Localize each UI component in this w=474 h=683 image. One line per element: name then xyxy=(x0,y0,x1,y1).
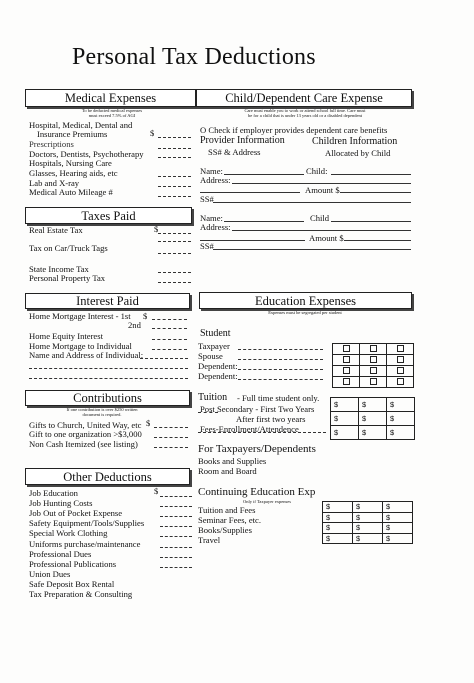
checkbox-icon[interactable] xyxy=(343,356,350,363)
taxpayers-dependents-header: For Taxpayers/Dependents xyxy=(198,443,316,455)
student-row-label: Taxpayer xyxy=(198,341,230,351)
other-deduction-item: Job Out of Pocket Expense xyxy=(29,508,123,519)
checkbox-icon[interactable] xyxy=(397,345,404,352)
checkbox-icon[interactable] xyxy=(343,378,350,385)
contributions-gift-org: Gift to one organization >$3,000 xyxy=(29,429,142,439)
taxes-paid-header xyxy=(25,207,192,224)
doctors-amount-field[interactable] xyxy=(158,157,191,158)
tuition-amount-cell[interactable]: $ xyxy=(359,398,387,412)
taxes-paid-title: Taxes Paid xyxy=(81,209,136,223)
student-checkbox-cell[interactable] xyxy=(333,366,360,377)
checkbox-icon[interactable] xyxy=(370,367,377,374)
student-checkbox-cell[interactable] xyxy=(387,377,414,388)
individual-amount-field[interactable] xyxy=(152,349,187,350)
page-title: Personal Tax Deductions xyxy=(72,44,316,70)
interest-dollar: $ xyxy=(143,311,148,321)
child-care-note-1: Care must enable you to work or attend school full time. Care must xyxy=(244,108,366,113)
continuing-amount-cell[interactable]: $ xyxy=(353,533,383,544)
ssn-address: SS# & Address xyxy=(208,147,261,157)
state-tax-amount-field[interactable] xyxy=(158,272,191,273)
provider-address-label: Address: xyxy=(200,175,231,185)
taxes-extra-field[interactable] xyxy=(158,241,191,242)
interest-second: 2nd xyxy=(128,320,141,330)
student-checkbox-cell[interactable] xyxy=(360,355,387,366)
continuing-amount-cell[interactable]: $ xyxy=(323,502,353,513)
tuition-amount-cell[interactable]: $ xyxy=(331,412,359,426)
tuition-amount-cell[interactable]: $ xyxy=(359,426,387,440)
medical-hospitals: Hospitals, Nursing Care xyxy=(29,158,112,168)
provider-name-label: Name: xyxy=(200,166,223,176)
other-deduction-amount-field[interactable] xyxy=(160,516,192,517)
other-deduction-item: Professional Publications xyxy=(29,558,117,569)
individual-name-field[interactable] xyxy=(140,358,188,359)
other-deduction-amount-field[interactable] xyxy=(160,506,192,507)
medical-dollar: $ xyxy=(150,128,155,138)
provider-2-address-field[interactable] xyxy=(232,230,411,231)
student-row-label: Dependent: xyxy=(198,361,238,371)
medical-note-1: To be deducted medical expenses xyxy=(81,108,143,113)
student-checkbox-cell[interactable] xyxy=(333,344,360,355)
child-care-header xyxy=(196,89,412,107)
student-checkbox-cell[interactable] xyxy=(387,355,414,366)
room-board-label: Room and Board xyxy=(198,466,257,476)
fees-enrollment-label: Fees-Enrollment/Attendence xyxy=(200,424,299,434)
tuition-amount-cell[interactable]: $ xyxy=(359,412,387,426)
continuing-note: Only if Taxpayer expenses xyxy=(243,499,291,504)
premiums-amount-field[interactable] xyxy=(158,137,191,138)
glasses-amount-field[interactable] xyxy=(158,176,191,177)
interest-paid-title: Interest Paid xyxy=(76,294,139,308)
mortgage-1st-amount-field[interactable] xyxy=(152,319,187,320)
children-information: Children Information xyxy=(312,136,398,147)
continuing-amount-cell[interactable]: $ xyxy=(383,533,413,544)
child-name-field[interactable] xyxy=(331,174,411,175)
student-checkbox-grid xyxy=(332,343,414,388)
individual-address-line-2[interactable] xyxy=(29,378,188,379)
tuition-amount-grid xyxy=(330,397,415,440)
child-2-name-field[interactable] xyxy=(331,221,411,222)
books-supplies-label: Books and Supplies xyxy=(198,456,267,466)
medical-mileage: Medical Auto Mileage # xyxy=(29,187,113,197)
tuition-note: - Full time student only. xyxy=(237,393,320,403)
prescriptions-amount-field[interactable] xyxy=(158,148,191,149)
continuing-amount-cell[interactable]: $ xyxy=(323,533,353,544)
other-deductions-title: Other Deductions xyxy=(63,470,152,484)
mileage-amount-field[interactable] xyxy=(158,196,191,197)
student-row-label: Spouse xyxy=(198,351,223,361)
continuing-amount-cell[interactable]: $ xyxy=(383,523,413,534)
contributions-note-2: document is required. xyxy=(82,412,122,417)
other-deduction-item: Safe Deposit Box Rental xyxy=(29,578,115,589)
tuition-amount-cell[interactable]: $ xyxy=(387,412,415,426)
provider-name-field[interactable] xyxy=(224,174,304,175)
amount-label: Amount $ xyxy=(305,185,340,195)
contributions-note-1: If one contribution is over $250 written xyxy=(66,407,138,412)
medical-expenses-header xyxy=(25,89,196,107)
education-expenses-title: Education Expenses xyxy=(254,294,356,308)
contributions-header xyxy=(25,390,190,406)
ssn-2-label: SS# xyxy=(200,241,214,251)
interest-paid-header xyxy=(25,293,190,309)
other-deduction-item: Uniforms purchase/maintenance xyxy=(29,538,141,549)
provider-2-name-field[interactable] xyxy=(224,221,304,222)
student-row-label: Dependent: xyxy=(198,371,238,381)
other-deduction-amount-field[interactable] xyxy=(160,567,192,568)
gift-org-amount-field[interactable] xyxy=(154,437,188,438)
student-checkbox-cell[interactable] xyxy=(333,355,360,366)
continuing-amount-grid xyxy=(322,501,413,544)
provider-address-field[interactable] xyxy=(232,183,411,184)
provider-address-line-2[interactable] xyxy=(200,192,300,193)
other-deductions-header xyxy=(25,468,190,485)
continuing-item: Books/Supplies xyxy=(198,525,252,535)
contributions-noncash: Non Cash Itemized (see listing) xyxy=(29,439,138,449)
taxes-state: State Income Tax xyxy=(29,264,89,274)
interest-to-individual: Home Mortgage to Individual xyxy=(29,341,132,351)
provider-2-address-label: Address: xyxy=(200,222,231,232)
checkbox-icon[interactable] xyxy=(343,345,350,352)
car-tags-amount-field[interactable] xyxy=(158,253,191,254)
other-dollar: $ xyxy=(154,486,159,496)
post-secondary-field[interactable] xyxy=(198,412,218,413)
child-2-label: Child xyxy=(310,213,330,223)
after-two-years-label: After first two years xyxy=(236,414,306,424)
other-deduction-amount-field[interactable] xyxy=(160,526,192,527)
ssn-2-field[interactable] xyxy=(213,249,411,250)
interest-mortgage: Home Mortgage Interest - 1st xyxy=(29,311,131,321)
other-deduction-item: Union Dues xyxy=(29,568,71,579)
student-checkbox-cell[interactable] xyxy=(360,377,387,388)
amount-2-field[interactable] xyxy=(344,240,411,241)
tuition-amount-cell[interactable]: $ xyxy=(331,426,359,440)
continuing-education-header: Continuing Education Exp xyxy=(198,486,316,498)
contributions-gifts: Gifts to Church, United Way, etc xyxy=(29,420,142,430)
medical-note-2: must exceed 7.5% of AGI xyxy=(88,113,136,118)
interest-name-address: Name and Address of Individual: xyxy=(29,350,144,360)
tuition-label: Tuition xyxy=(198,392,228,403)
checkbox-icon[interactable] xyxy=(370,378,377,385)
medical-prescriptions: Prescriptions xyxy=(29,139,74,149)
other-deduction-item: Tax Preparation & Consulting xyxy=(29,589,133,599)
mortgage-2nd-amount-field[interactable] xyxy=(152,328,187,329)
provider-2-address-line-2[interactable] xyxy=(200,240,305,241)
continuing-item: Travel xyxy=(198,535,221,545)
amount-field[interactable] xyxy=(340,192,411,193)
student-checkbox-cell[interactable] xyxy=(360,344,387,355)
allocated-by-child: Allocated by Child xyxy=(325,148,391,158)
continuing-amount-cell[interactable]: $ xyxy=(383,512,413,523)
medical-doctors: Doctors, Dentists, Psychotherapy xyxy=(29,149,144,159)
post-secondary-label: Post Secondary - First Two Years xyxy=(200,404,315,414)
taxes-dollar: $ xyxy=(154,224,159,234)
continuing-item: Tuition and Fees xyxy=(198,505,256,515)
taxes-personal: Personal Property Tax xyxy=(29,273,106,283)
lab-amount-field[interactable] xyxy=(158,186,191,187)
taxes-real-estate: Real Estate Tax xyxy=(29,225,83,235)
continuing-item: Seminar Fees, etc. xyxy=(198,515,262,525)
student-checkbox-cell[interactable] xyxy=(387,344,414,355)
ssn-label: SS# xyxy=(200,194,214,204)
individual-address-line-1[interactable] xyxy=(29,368,188,369)
student-checkbox-cell[interactable] xyxy=(360,366,387,377)
child-care-title: Child/Dependent Care Expense xyxy=(225,91,383,105)
provider-information: Provider Information xyxy=(200,135,285,146)
checkbox-icon[interactable] xyxy=(397,367,404,374)
provider-2-name-label: Name: xyxy=(200,213,223,223)
medical-line-2: Insurance Premiums xyxy=(37,129,108,139)
checkbox-icon[interactable] xyxy=(370,345,377,352)
contributions-title: Contributions xyxy=(73,391,142,405)
taxes-car: Tax on Car/Truck Tags xyxy=(29,243,108,253)
other-deduction-item: Job Hunting Costs xyxy=(29,498,93,509)
ssn-field[interactable] xyxy=(213,202,411,203)
checkbox-icon[interactable] xyxy=(370,356,377,363)
child-name-label: Child: xyxy=(306,166,328,176)
other-deduction-amount-field[interactable] xyxy=(160,496,192,497)
employer-benefits-check[interactable]: O Check if employer provides dependent care benefits xyxy=(200,125,388,135)
medical-line-1: Hospital, Medical, Dental and xyxy=(29,120,133,130)
continuing-amount-cell[interactable]: $ xyxy=(323,523,353,534)
real-estate-amount-field[interactable] xyxy=(158,233,191,234)
medical-glasses: Glasses, Hearing aids, etc xyxy=(29,168,118,178)
personal-property-amount-field[interactable] xyxy=(158,282,191,283)
tuition-amount-cell[interactable]: $ xyxy=(331,398,359,412)
medical-expenses-title: Medical Expenses xyxy=(64,91,157,105)
other-deduction-amount-field[interactable] xyxy=(160,547,192,548)
gifts-amount-field[interactable] xyxy=(154,427,188,428)
child-care-note-2: be for a child that is under 13 years old or a disabled dependent xyxy=(247,113,363,118)
education-expenses-header xyxy=(199,292,412,309)
continuing-amount-cell[interactable]: $ xyxy=(353,502,383,513)
student-row-line[interactable] xyxy=(238,369,323,370)
education-note: Expenses must be segregated per student xyxy=(268,310,342,315)
interest-equity: Home Equity Interest xyxy=(29,331,103,341)
other-deduction-item: Special Work Clothing xyxy=(29,528,108,539)
continuing-amount-cell[interactable]: $ xyxy=(353,523,383,534)
student-row-line[interactable] xyxy=(238,359,323,360)
student-checkbox-cell[interactable] xyxy=(333,377,360,388)
checkbox-icon[interactable] xyxy=(397,356,404,363)
amount-2-label: Amount $ xyxy=(309,233,344,243)
tuition-amount-cell[interactable]: $ xyxy=(387,398,415,412)
continuing-amount-cell[interactable]: $ xyxy=(323,512,353,523)
student-checkbox-cell[interactable] xyxy=(387,366,414,377)
medical-lab: Lab and X-ray xyxy=(29,178,80,188)
equity-amount-field[interactable] xyxy=(152,339,187,340)
checkbox-icon[interactable] xyxy=(343,367,350,374)
other-deduction-item: Safety Equipment/Tools/Supplies xyxy=(29,518,145,529)
other-deduction-item: Job Education xyxy=(29,488,78,498)
student-row-line[interactable] xyxy=(238,379,323,380)
other-deduction-item: Professional Dues xyxy=(29,548,92,559)
student-label: Student xyxy=(200,328,231,339)
tuition-amount-cell[interactable]: $ xyxy=(387,426,415,440)
checkbox-icon[interactable] xyxy=(397,378,404,385)
student-row-line[interactable] xyxy=(238,349,323,350)
fees-enrollment-line[interactable] xyxy=(198,432,326,433)
other-deduction-amount-field[interactable] xyxy=(160,557,192,558)
other-deduction-amount-field[interactable] xyxy=(160,536,192,537)
continuing-amount-cell[interactable]: $ xyxy=(383,502,413,513)
noncash-amount-field[interactable] xyxy=(154,447,188,448)
contributions-dollar: $ xyxy=(146,418,151,428)
continuing-amount-cell[interactable]: $ xyxy=(353,512,383,523)
